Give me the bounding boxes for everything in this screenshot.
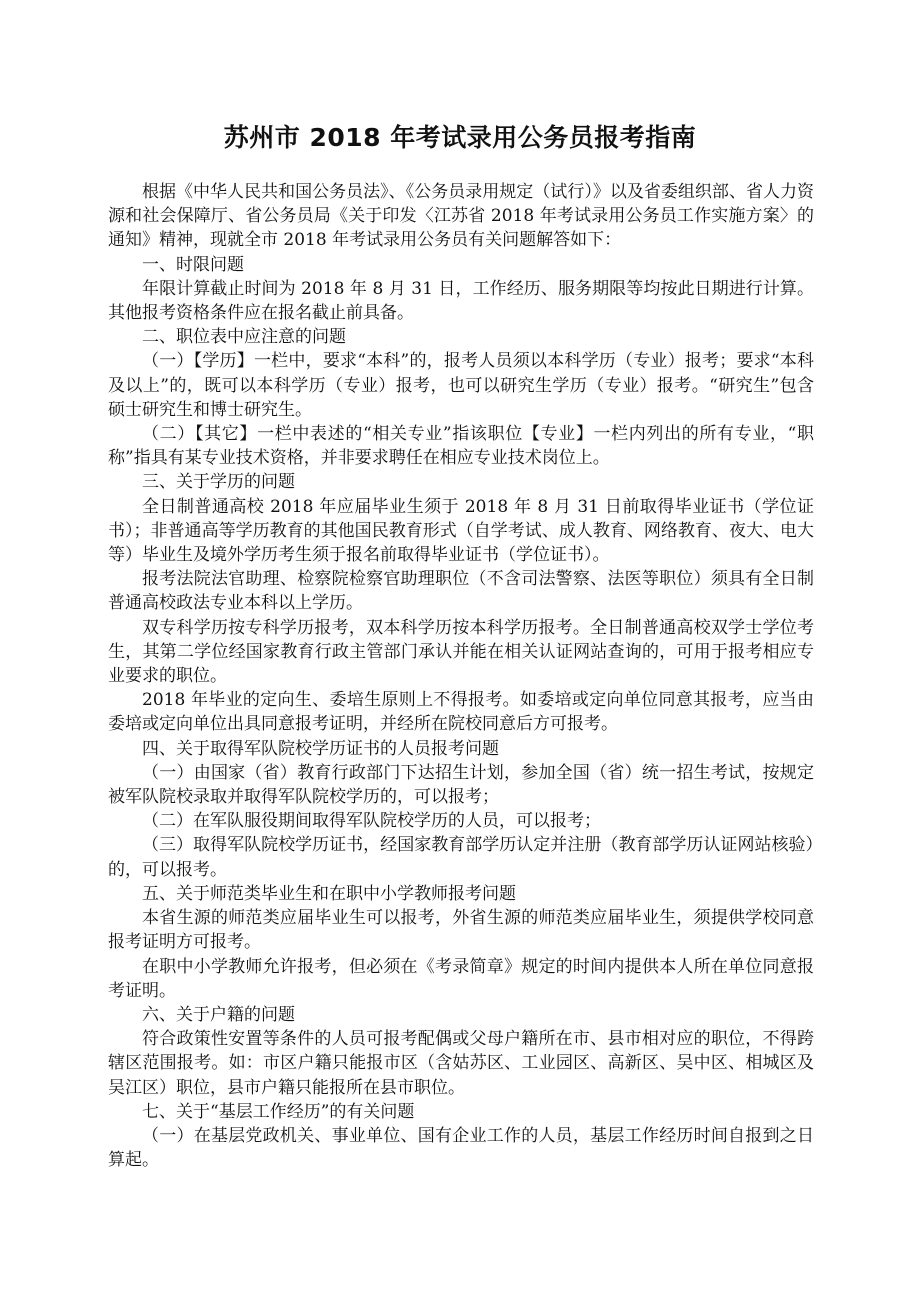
document-body bbox=[108, 180, 814, 1172]
paragraph: （一）【学历】一栏中，要求“本科”的，报考人员须以本科学历（专业）报考；要求“本科及以上”的，既可以本科学历（专业）报考，也可以研究生学历（专业）报考。“研究生”包含硕士研究生和博士研究生。 bbox=[108, 351, 814, 420]
paragraph: （一）在基层党政机关、事业单位、国有企业工作的人员，基层工作经历时间自报到之日算起。 bbox=[108, 1125, 814, 1171]
document-title: 苏州市 2018 年考试录用公务员报考指南 bbox=[223, 123, 697, 152]
paragraph: 2018 年毕业的定向生、委培生原则上不得报考。如委培或定向单位同意其报考，应当由委培或定向单位出具同意报考证明，并经所在院校同意后方可报考。 bbox=[108, 690, 814, 735]
paragraph: （一）由国家（省）教育行政部门下达招生计划，参加全国（省）统一招生考试，按规定被军队院校录取并取得军队院校学历的，可以报考； bbox=[108, 762, 814, 808]
paragraph: 根据《中华人民共和国公务员法》、《公务员录用规定（试行）》以及省委组织部、省人力资源和社会保障厅、省公务员局《关于印发〈江苏省 2018 年考试录用公务员工作实施方案〉的通知》精神，现就全市 2018 年考试录用公务员有关问题解答如下： bbox=[108, 182, 814, 251]
paragraph: 报考法院法官助理、检察院检察官助理职位（不含司法警察、法医等职位）须具有全日制普通高校政法专业本科以上学历。 bbox=[108, 569, 814, 614]
paragraph: （二）【其它】一栏中表述的“相关专业”指该职位【专业】一栏内列出的所有专业，“职称”指具有某专业技术资格，并非要求聘任在相应专业技术岗位上。 bbox=[108, 424, 814, 469]
paragraph: 本省生源的师范类应届毕业生可以报考，外省生源的师范类应届毕业生，须提供学校同意报考证明方可报考。 bbox=[108, 908, 814, 953]
section-heading: 一、时限问题 bbox=[142, 254, 244, 275]
paragraph: 全日制普通高校 2018 年应届毕业生须于 2018 年 8 月 31 日前取得毕业证书（学位证书）；非普通高等学历教育的其他国民教育形式（自学考试、成人教育、网络教育、夜大、电大等）毕业生及境外学历考生须于报名前取得毕业证书（学位证书）。 bbox=[108, 496, 814, 566]
paragraph: 双专科学历按专科学历报考，双本科学历按本科学历报考。全日制普通高校双学士学位考生，其第二学位经国家教育行政主管部门承认并能在相关认证网站查询的，可用于报考相应专业要求的职位。 bbox=[108, 617, 814, 687]
section-heading: 七、关于“基层工作经历”的有关问题 bbox=[142, 1101, 415, 1122]
paragraph: 符合政策性安置等条件的人员可报考配偶或父母户籍所在市、县市相对应的职位，不得跨辖区范围报考。如：市区户籍只能报市区（含姑苏区、工业园区、高新区、吴中区、相城区及吴江区）职位，县市户籍只能报所在县市职位。 bbox=[108, 1029, 814, 1098]
section-heading: 二、职位表中应注意的问题 bbox=[142, 327, 346, 348]
paragraph: （二）在军队服役期间取得军队院校学历的人员，可以报考； bbox=[142, 811, 601, 832]
section-heading: 四、关于取得军队院校学历证书的人员报考问题 bbox=[142, 738, 499, 759]
paragraph: （三）取得军队院校学历证书，经国家教育部学历认定并注册（教育部学历认证网站核验）的，可以报考。 bbox=[108, 835, 814, 880]
section-heading: 三、关于学历的问题 bbox=[142, 472, 295, 493]
section-heading: 五、关于师范类毕业生和在职中小学教师报考问题 bbox=[142, 883, 516, 904]
paragraph: 年限计算截止时间为 2018 年 8 月 31 日，工作经历、服务期限等均按此日期进行计算。其他报考资格条件应在报名截止前具备。 bbox=[108, 278, 814, 324]
section-heading: 六、关于户籍的问题 bbox=[142, 1004, 295, 1025]
paragraph: 在职中小学教师允许报考，但必须在《考录简章》规定的时间内提供本人所在单位同意报考证明。 bbox=[108, 956, 814, 1001]
